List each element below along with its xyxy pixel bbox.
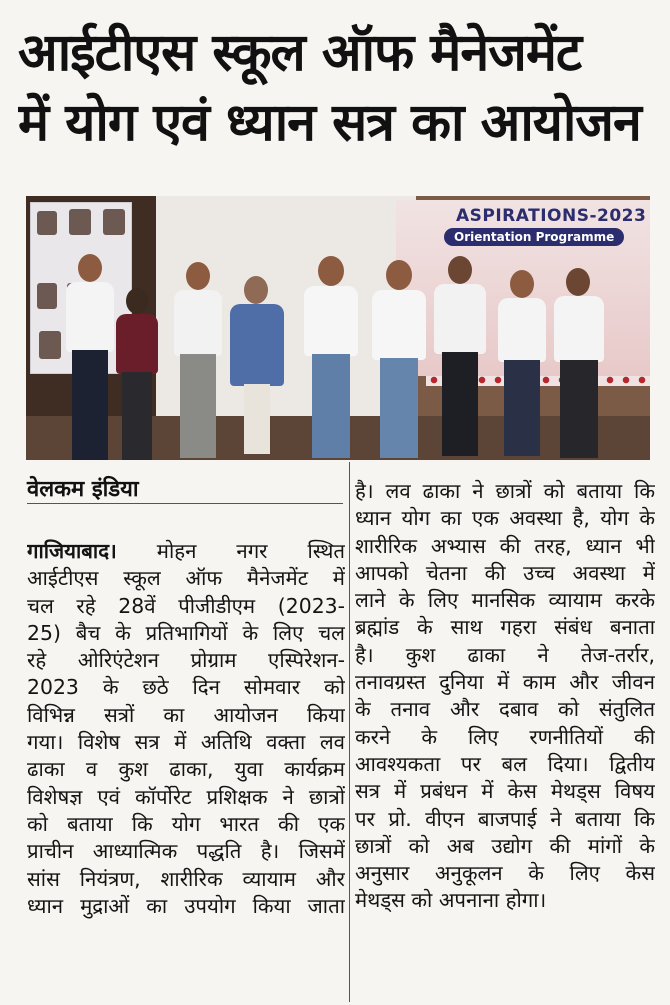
article-line: चल रहे 28वें पीजीडीएम (2023- (27, 593, 345, 618)
headline-line-1: आईटीएस स्कूल ऑफ मैनेजमेंट (18, 23, 582, 83)
article-line: ब्रह्मांड के साथ गहरा संबंध बनाता (355, 615, 655, 640)
news-photo (26, 196, 650, 460)
article-line: करने के लिए रणनीतियों की (355, 724, 655, 749)
article-line: सांस नियंत्रण, शारीरिक व्यायाम और (27, 866, 345, 891)
article-line: को बताया कि योग भारत की एक (27, 811, 345, 836)
article-line: प्राचीन आध्यात्मिक पद्धति है। जिसमें (27, 839, 345, 864)
article-line: गाजियाबाद। मोहन नगर स्थित (27, 539, 345, 563)
article-line: आवश्यकता पर बल दिया। द्वितीय (355, 751, 655, 776)
banner-title: ASPIRATIONS-2023 (456, 206, 647, 226)
article-column-right (355, 478, 655, 915)
article-line: आईटीएस स्कूल ऑफ मैनेजमेंट में (27, 566, 345, 591)
article-line: है। लव ढाका ने छात्रों को बताया कि (355, 479, 655, 503)
headline-line-2: में योग एवं ध्यान सत्र का आयोजन (18, 93, 641, 153)
article-line: विशेषज्ञ एवं कॉर्पोरेट प्रशिक्षक ने छात्रों (27, 784, 345, 809)
article-line: सत्र में प्रबंधन में केस मेथड्स विषय (355, 779, 655, 804)
byline: वेलकम इंडिया (27, 477, 139, 502)
article-line: पर प्रो. वीएन बाजपाई ने बताया कि (355, 806, 655, 831)
column-divider (349, 462, 350, 1002)
article-line: ध्यान योग का एक अवस्था है, योग के (355, 506, 655, 531)
article-column-left (27, 538, 345, 920)
article-line: है। कुश ढाका ने तेज-तर्रार, (355, 642, 655, 667)
article-line: रहे ओरिएंटेशन प्रोग्राम एस्पिरेशन- (27, 648, 345, 673)
article-line: विभिन्न सत्रों का आयोजन किया (27, 702, 345, 727)
article-line: शारीरिक अभ्यास की तरह, ध्यान भी (355, 533, 655, 558)
article-line: मेथड्स को अपनाना होगा। (355, 888, 547, 913)
dateline: गाजियाबाद। (27, 539, 117, 563)
article-line: 2023 के छठे दिन सोमवार को (27, 675, 345, 700)
article-line: 25) बैच के प्रतिभागियों के लिए चल (27, 620, 345, 645)
headline (18, 18, 652, 158)
banner-subtitle: Orientation Programme (444, 228, 624, 246)
article-line: तनावग्रस्त दुनिया में काम और जीवन (355, 670, 655, 695)
article-line: गया। विशेष सत्र में अतिथि वक्ता लव (27, 730, 345, 755)
article-line: लाने के लिए मानसिक व्यायाम करके (355, 588, 655, 613)
article-line: ध्यान मुद्राओं का उपयोग किया जाता (27, 893, 345, 918)
article-line: के तनाव और दबाव को संतुलित (355, 697, 655, 722)
article-line: अनुसार अनुकूलन के लिए केस (355, 861, 655, 886)
article-line: आपको चेतना की उच्च अवस्था में (355, 560, 655, 585)
article-line: ढाका व कुश ढाका, युवा कार्यक्रम (27, 757, 345, 782)
byline-divider (27, 503, 343, 504)
article-line: छात्रों को अब उद्योग की मांगों के (355, 833, 655, 858)
